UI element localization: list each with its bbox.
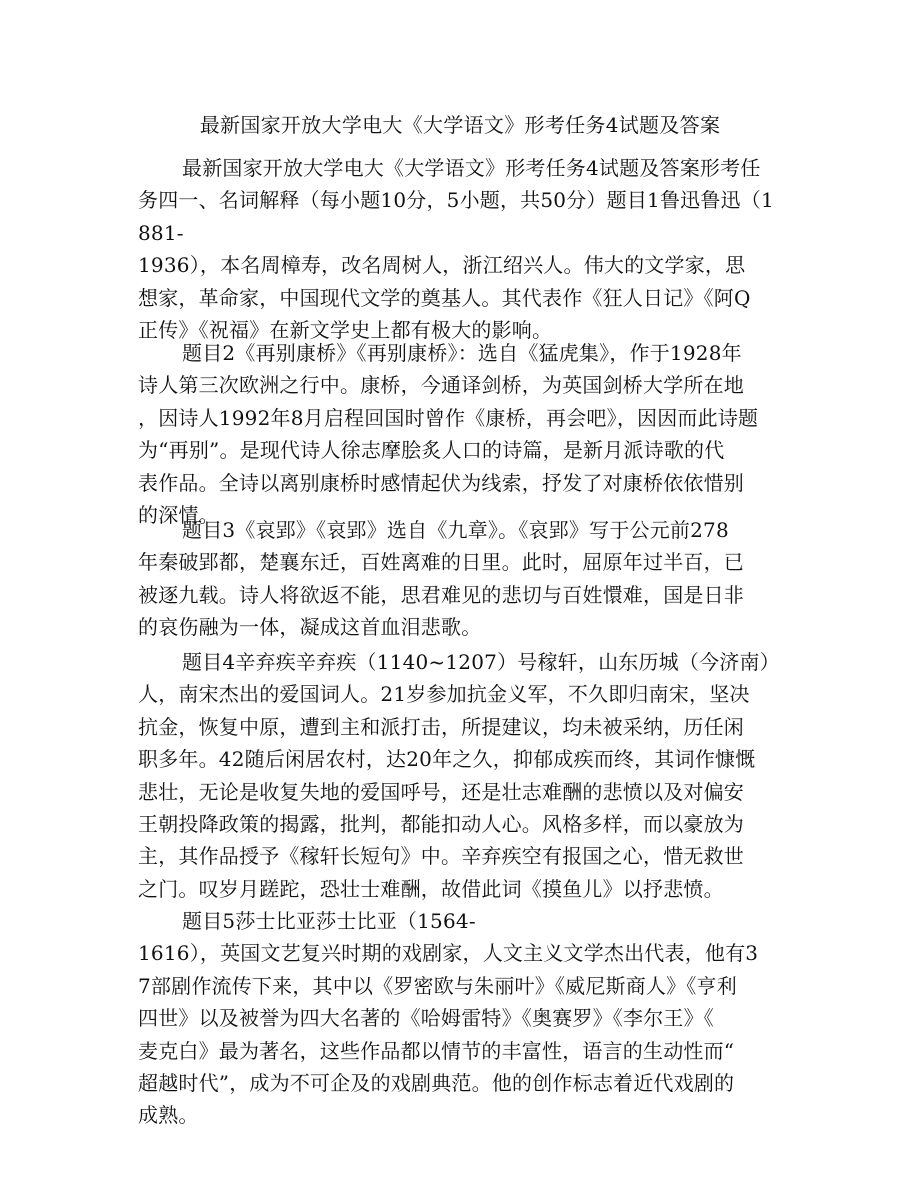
- text-line: 麦克白》最为著名，这些作品都以情节的丰富性，语言的生动性而“: [138, 1038, 735, 1063]
- paragraph-4: [138, 646, 788, 905]
- text-line: 年秦破郢都，楚襄东迁，百姓离难的日里。此时，屈原年过半百，已: [138, 550, 744, 575]
- text-line: ，因诗人1992年8月启程回国时曾作《康桥，再会吧》，因因而此诗题: [138, 405, 759, 430]
- text-line: 想家，革命家，中国现代文学的奠基人。其代表作《狂人日记》《阿Q: [138, 285, 751, 310]
- text-line: 为“再别”。是现代诗人徐志摩脍炙人口的诗篇，是新月派诗歌的代: [138, 438, 725, 463]
- text-line: 正传》《祝福》在新文学史上都有极大的影响。: [138, 317, 553, 342]
- paragraph-2: [138, 337, 788, 531]
- text-line: 题目5莎士比亚莎士比亚（1564-: [182, 909, 476, 933]
- text-line: 的哀伤融为一体，凝成这首血泪悲歌。: [138, 615, 482, 640]
- text-line: 主，其作品授予《稼轩长短句》中。辛弃疾空有报国之心，惜无救世: [138, 844, 744, 869]
- paragraph-1: [138, 152, 788, 346]
- text-line: 的深情。: [138, 502, 219, 527]
- text-line: 成熟。: [138, 1103, 199, 1128]
- text-line: 最新国家开放大学电大《大学语文》形考任务4试题及答案形考任: [182, 156, 761, 180]
- text-line: 被逐九载。诗人将欲返不能，思君难见的悲切与百姓懁难，国是日非: [138, 582, 744, 607]
- text-line: 表作品。全诗以离别康桥时感情起伏为线索，抒发了对康桥依依惜别: [138, 470, 744, 495]
- text-line: 人，南宋杰出的爱国词人。21岁参加抗金义军，不久即归南宋，坚决: [138, 682, 750, 707]
- text-line: 7部剧作流传下来，其中以《罗密欧与朱丽叶》《威尼斯商人》《亨利: [138, 973, 737, 998]
- text-line: 题目4辛弃疾辛弃疾（1140~1207）号稼轩，山东历城（今济南）: [182, 650, 780, 674]
- text-line: 务四一、名词解释（每小题10分，5小题，共50分）题目1鲁迅鲁迅（1: [138, 188, 774, 213]
- document-title: 最新国家开放大学电大《大学语文》形考任务4试题及答案: [199, 113, 721, 137]
- text-line: 抗金，恢复中原，遭到主和派打击，所提建议，均未被采纳，历任闲: [138, 714, 744, 739]
- text-line: 1616），英国文艺复兴时期的戏剧家，人文主义文学杰出代表，他有3: [138, 941, 759, 966]
- paragraph-3: [138, 514, 788, 644]
- text-line: 悲壮，无论是收复失地的爱国呼号，还是壮志难酬的悲愤以及对偏安: [138, 779, 744, 804]
- text-line: 题目3《哀郢》《哀郢》选自《九章》。《哀郢》写于公元前278: [182, 518, 729, 542]
- text-line: 881-: [138, 220, 184, 245]
- text-line: 之门。叹岁月蹉跎，恐壮士难酬，故借此词《摸鱼儿》以抒悲愤。: [138, 876, 724, 901]
- paragraph-5: [138, 905, 788, 1132]
- text-line: 诗人第三次欧洲之行中。康桥，今通译剑桥，为英国剑桥大学所在地: [138, 373, 744, 398]
- text-line: 超越时代”，成为不可企及的戏剧典范。他的创作标志着近代戏剧的: [138, 1070, 735, 1095]
- text-line: 王朝投降政策的揭露，批判，都能扣动人心。风格多样，而以豪放为: [138, 811, 744, 836]
- text-line: 四世》以及被誉为四大名著的《哈姆雷特》《奥赛罗》《李尔王》《: [138, 1006, 714, 1031]
- text-line: 1936），本名周樟寿，改名周树人，浙江绍兴人。伟大的文学家，思: [138, 253, 746, 278]
- text-line: 题目2《再别康桥》《再别康桥》：选自《猛虎集》，作于1928年: [182, 341, 742, 365]
- text-line: 职多年。42随后闲居农村，达20年之久，抑郁成疾而终，其词作慷慨: [138, 747, 756, 772]
